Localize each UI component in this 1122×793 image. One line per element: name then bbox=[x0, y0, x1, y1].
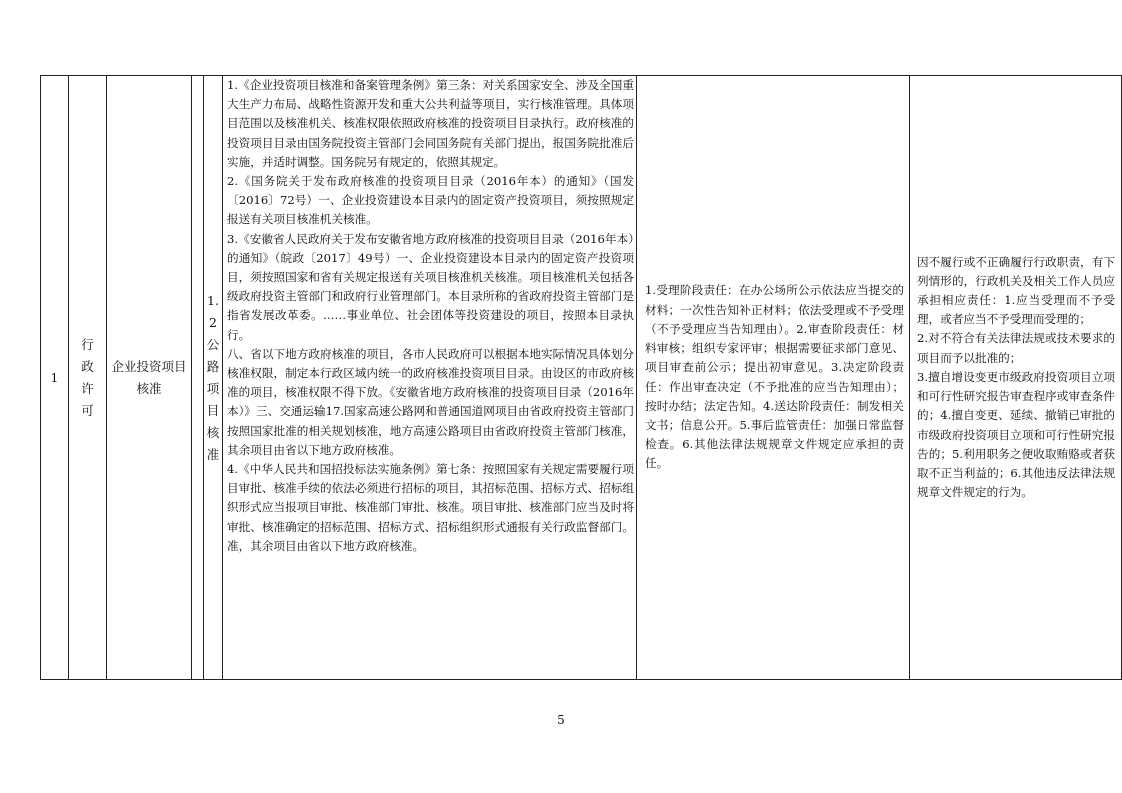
responsibility-text: 1.受理阶段责任：在办公场所公示依法应当提交的材料；一次性告知补正材料；依法受理或不予受理（不予受理应当告知理由）。2.审查阶段责任：材料审核；组织专家评审；根据需要征求部门意见、项目审查前公示；提出初审意见。3.决定阶段责任：作出审查决定（不予批准的应当告知理由）；按时办结；法定告知。4.送达阶段责任：制发相关文书；信息公开。5.事后监管责任：加强日常监督检查。6.其他法律法规规章文件规定应承担的责任。 bbox=[637, 76, 910, 680]
liability-paragraph-2: 2.对不符合有关法律法规或技术要求的项目而予以批准的； bbox=[917, 331, 1115, 365]
basis-paragraph-5: 4.《中华人民共和国招投标法实施条例》第七条：按照国家有关规定需要履行项目审批、核准手续的依法必须进行招标的项目，其招标范围、招标方式、招标组织形式应当报项目审批、核准部门审批、核准。项目审批、核准部门应当及时将审批、核准确定的招标范围、招标方式、招标组织形式通报有关行政监督部门。准，其余项目由省以下地方政府核准。 bbox=[227, 462, 634, 553]
basis-paragraph-1: 1.《企业投资项目核准和备案管理条例》第三条：对关系国家安全、涉及全国重大生产力布局、战略性资源开发和重大公共利益等项目，实行核准管理。具体项目范围以及核准机关、核准权限依照政府核准的投资项目目录执行。政府核准的投资项目目录由国务院投资主管部门会同国务院有关部门提出，报国务院批准后实施，并适时调整。国务院另有规定的，依照其规定。 bbox=[227, 78, 634, 169]
table-row bbox=[41, 76, 1122, 680]
basis-paragraph-4: 八、省以下地方政府核准的项目，各市人民政府可以根据本地实际情况具体划分核准权限，制定本行政区域内统一的政府核准投资项目目录。由设区的市政府核准的项目，核准权限不得下放。《安徽省地方政府核准的投资项目目录（2016年本）》三、交通运输17.国家高速公路网和普通国道网项目由省政府投资主管部门按照国家批准的相关规划核准，地方高速公路项目由省政府投资主管部门核准，其余项目由省以下地方政府核准。 bbox=[227, 346, 634, 457]
legal-basis bbox=[223, 76, 637, 680]
item-name: 企业投资项目核准 bbox=[107, 76, 192, 680]
liability-text bbox=[910, 76, 1122, 680]
sub-item-name: 1.2公路项目核准 bbox=[206, 292, 220, 462]
basis-paragraph-2: 2.《国务院关于发布政府核准的投资项目目录（2016年本）的通知》（国发〔2016〕72号）一、企业投资建设本目录内的固定资产投资项目，须按照规定报送有关项目核准机关核准。 bbox=[227, 174, 634, 227]
row-number: 1 bbox=[41, 76, 69, 680]
power-type: 行政许可 bbox=[81, 336, 94, 418]
document-table bbox=[40, 75, 1122, 680]
liability-paragraph-3: 3.擅自增设变更市级政府投资项目立项和可行性研究报告审查程序或审查条件的；4.擅自变更、延续、撤销已审批的市级政府投资项目立项和可行性研究报告的；5.利用职务之便收取贿赂或者获取不正当利益的；6.其他违反法律法规规章文件规定的行为。 bbox=[917, 369, 1115, 500]
blank-cell bbox=[192, 76, 204, 680]
page-number: 5 bbox=[557, 713, 565, 727]
basis-paragraph-3: 3.《安徽省人民政府关于发布安徽省地方政府核准的投资项目目录（2016年本）的通知》（皖政〔2017〕49号）一、企业投资建设本目录内的固定资产投资项目，须按照国家和省有关规定报送有关项目核准机关核准。项目核准机关包括各级政府投资主管部门和政府行业管理部门。本目录所称的省政府投资主管部门是指省发展改革委。……事业单位、社会团体等投资建设的项目，按照本目录执行。 bbox=[227, 231, 634, 342]
liability-paragraph-1: 因不履行或不正确履行行政职责，有下列情形的，行政机关及相关工作人员应承担相应责任：1.应当受理而不予受理，或者应当不予受理而受理的； bbox=[917, 254, 1115, 327]
